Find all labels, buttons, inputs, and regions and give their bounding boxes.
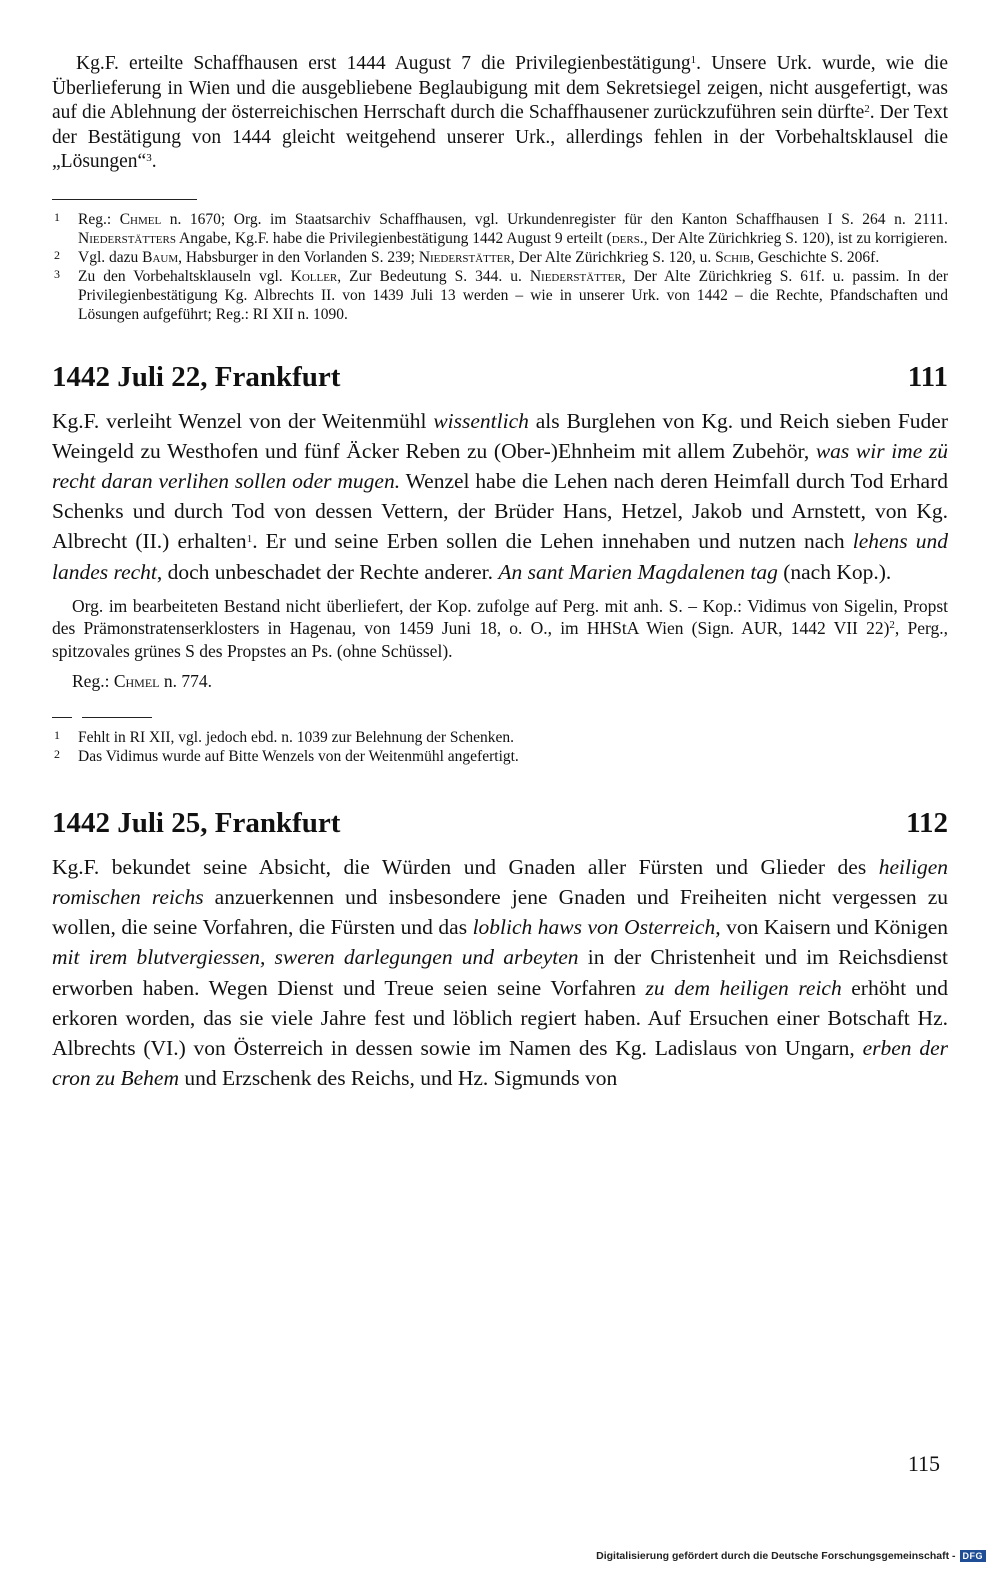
text-run: , Der Alte Zürichkrieg S. 120), ist zu korrigieren. [643, 229, 948, 247]
quoted-text: erben der cron zu Behem [52, 1035, 948, 1091]
footnote-ref[interactable]: 2 [864, 103, 870, 115]
author-name: Chmel [119, 210, 162, 228]
register-note [52, 670, 948, 693]
page-number: 115 [907, 1451, 940, 1476]
text-run: , doch unbeschadet der Rechte anderer. [156, 559, 499, 584]
footer-credit [596, 1550, 986, 1562]
text-run: Zu den Vorbehaltsklauseln vgl. [78, 267, 291, 285]
text-run: . Unsere Urk. wurde, wie die Überlieferung in Wien und die ausgebliebene Beglaubigung mit dem Sekretsiegel zeigen, nicht ausgefertigt, was auf die Ablehnung der österreichischen Herrschaft durch die Schaffhausener zurückzuführen sein dürfte [52, 53, 948, 123]
quoted-text: zu dem heiligen reich [645, 975, 842, 1000]
intro-paragraph [52, 52, 948, 175]
separator-line [82, 717, 152, 718]
text-run: Vgl. dazu [78, 248, 143, 266]
text-run: Kg.F. bekundet seine Absicht, die Würden und Gnaden aller Fürsten und Glieder des [52, 854, 879, 879]
separator-dash [52, 717, 72, 718]
text-run: , Geschichte S. 206f. [750, 248, 880, 266]
entry-number: 112 [906, 806, 948, 839]
footnote-separator [52, 717, 948, 718]
entry-112 [52, 806, 948, 1094]
author-name: Baum [142, 248, 179, 266]
quoted-text: wissentlich [433, 408, 529, 433]
text-run: , Der Alte Zürichkrieg S. 120, u. [510, 248, 716, 266]
quoted-text: loblich haws von Osterreich, [472, 915, 721, 940]
footnote-number: 2 [54, 746, 60, 761]
footnote-number: 3 [54, 266, 60, 281]
quoted-text: lehens und landes recht [52, 529, 948, 584]
quoted-text: An sant Marien Magdalenen tag [498, 559, 778, 584]
footnote-ref[interactable]: 2 [889, 619, 895, 632]
entry-111 [52, 360, 948, 766]
footnote [52, 267, 948, 324]
footer-text: Digitalisierung gefördert durch die Deutsche Forschungsgemeinschaft - [596, 1550, 956, 1562]
footnote-ref[interactable]: 1 [246, 533, 253, 546]
text-run: . Der Text der Bestätigung von 1444 gleicht weitgehend unserer Urk., allerdings fehlen in der Vorbehaltsklausel die „Lösungen“ [52, 102, 948, 172]
intro-footnotes [52, 210, 948, 324]
author-name: Niederstätter [529, 267, 622, 285]
text-run: , Zur Bedeutung S. 344. u. [337, 267, 530, 285]
author-name: Schib [715, 248, 751, 266]
quoted-text: heiligen romischen reichs [52, 854, 948, 909]
footnote-separator [52, 199, 197, 200]
text-run: , Perg., spitzovales grünes S des Propstes an Ps. (ohne Schüssel). [52, 618, 949, 661]
footnote [52, 248, 948, 267]
text-run: Org. im bearbeiteten Bestand nicht überliefert, der Kop. zufolge auf Perg. mit anh. S. – Kop.: Vidimus von Sigelin, Propst des Prämonstratenserklosters in Hagenau, von 1459 Juni 18, o. O., im HHStA Wien (Sign. AUR, 1442 VII 22) [52, 595, 948, 639]
text-run: , Der Alte Zürichkrieg S. 61f. u. passim. In der Privilegienbestätigung Kg. Albrechts II. von 1439 Juli 13 werden – wie in unserer Urk. von 1442 – die Rechte, Pfandschaften und Lösungen aufgeführt; Reg.: RI XII n. 1090. [78, 267, 949, 323]
quoted-text: mit irem blutvergiessen, sweren darlegungen und arbeyten [52, 945, 579, 970]
footnote [52, 747, 948, 766]
text-run: von Kaisern und Königen [720, 915, 948, 940]
regest-text [52, 406, 948, 587]
text-run: Reg.: [78, 210, 120, 228]
document-page [52, 52, 948, 1093]
text-run: Reg.: [72, 671, 114, 692]
footnote-number: 1 [54, 209, 60, 224]
text-run: (nach Kop.). [777, 559, 892, 584]
footnote-number: 2 [54, 247, 60, 262]
text-run: als Burglehen von Kg. und Reich sieben Fuder Weingeld zu Westhofen und fünf Äcker Reben zu (Ober-)Ehnheim mit allem Zubehör, [52, 408, 948, 463]
author-name: Niederstätters [78, 229, 176, 247]
footnote [52, 728, 948, 747]
author-name: Chmel [113, 671, 160, 692]
footnote [52, 210, 948, 248]
footnote-ref[interactable]: 3 [146, 152, 152, 164]
regest-text [52, 852, 948, 1094]
entry-heading [52, 806, 948, 840]
text-run: Angabe, Kg.F. habe die Privilegienbestätigung 1442 August 9 erteilt ( [175, 229, 612, 247]
text-run: Kg.F. verleiht Wenzel von der Weitenmühl [52, 408, 434, 433]
text-run: . Er und seine Erben sollen die Lehen innehaben und nutzen nach [252, 529, 853, 554]
text-run: Das Vidimus wurde auf Bitte Wenzels von der Weitenmühl angefertigt. [78, 747, 519, 765]
text-run: Wenzel habe die Lehen nach deren Heimfall durch Tod Erhard Schenks und durch Tod von dessen Vettern, der Brüder Hans, Hetzel, Jakob und Arnstett, von Kg. Albrecht (II.) erhalten [52, 468, 948, 554]
dfg-logo-icon[interactable]: DFG [960, 1550, 987, 1562]
text-run: Kg.F. erteilte Schaffhausen erst 1444 August 7 die Privilegienbestätigung [76, 53, 691, 74]
text-run: in der Christenheit und im Reichsdienst erworben haben. Wegen Dienst und Treue seien seine Vorfahren [52, 945, 948, 1000]
text-run: , Habsburger in den Vorlanden S. 239; [178, 248, 419, 266]
author-name: Niederstätter [418, 248, 511, 266]
quoted-text: was wir ime zü recht daran verlihen sollen oder mugen. [52, 438, 948, 493]
text-run: Fehlt in RI XII, vgl. jedoch ebd. n. 1039 zur Belehnung der Schenken. [78, 728, 515, 746]
text-run: erhöht und erkoren worden, das sie viele Jahre fest und löblich regiert haben. Auf Ersuchen einer Botschaft Hz. Albrechts (VI.) von Österreich in dessen sowie im Namen des Kg. Ladislaus von Ungarn, [52, 975, 948, 1060]
footnote-ref[interactable]: 1 [690, 54, 697, 66]
text-run: . [151, 151, 157, 172]
footnote-number: 1 [54, 727, 60, 742]
entry-date-place: 1442 Juli 22, Frankfurt [52, 360, 341, 393]
entry-number: 111 [907, 360, 948, 393]
text-run: anzuerkennen und insbesondere jene Gnaden und Freiheiten nicht vergessen zu wollen, die seine Vorfahren, die Fürsten und das [52, 884, 948, 940]
text-run: n. 1670; Org. im Staatsarchiv Schaffhausen, vgl. Urkundenregister für den Kanton Schaffhausen I S. 264 n. 2111. [161, 210, 948, 228]
author-name: Koller [290, 267, 338, 285]
tradition-note [52, 595, 948, 663]
author-name: ders. [611, 229, 644, 247]
entry-date-place: 1442 Juli 25, Frankfurt [52, 806, 341, 839]
entry-heading [52, 360, 948, 394]
text-run: n. 774. [159, 671, 212, 692]
text-run: und Erzschenk des Reichs, und Hz. Sigmunds von [178, 1066, 618, 1091]
